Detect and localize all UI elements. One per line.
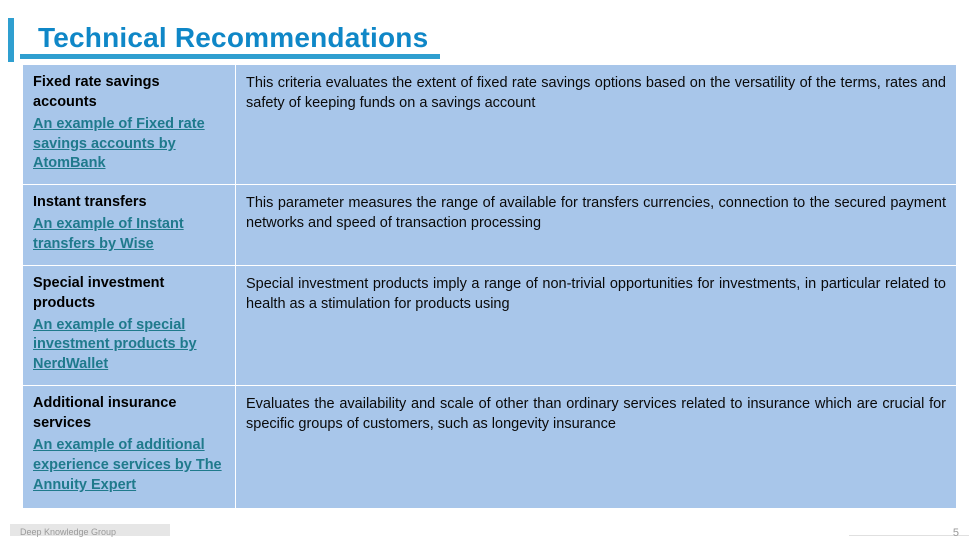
recommendations-table: [22, 64, 957, 509]
description-cell: [236, 265, 957, 385]
description-cell: [236, 386, 957, 509]
criterion-label: Special investment products: [33, 274, 165, 311]
footer-text: Deep Knowledge Group: [20, 527, 117, 537]
criterion-example-link[interactable]: An example of special investment products by NerdWallet: [33, 316, 197, 373]
criterion-label: Fixed rate savings accounts: [33, 74, 160, 110]
criterion-example-link[interactable]: An example of Fixed rate savings accounts by AtomBank: [33, 115, 205, 172]
criterion-example-link[interactable]: An example of additional experience services by The Annuity Expert: [33, 436, 222, 493]
table-row: [23, 65, 957, 185]
description-text: This criteria evaluates the extent of fixed rate savings options based on the versatility of the terms, rates and safety of keeping funds on a savings account: [246, 75, 946, 112]
slide-bottom-edge: [0, 544, 979, 550]
criterion-cell: [23, 65, 236, 185]
table-row: [23, 386, 957, 509]
title-underline: [20, 54, 440, 59]
criterion-cell: [23, 386, 236, 509]
footer-rule: [849, 535, 969, 536]
table-row: [23, 185, 957, 266]
title-accent-bar: [8, 18, 14, 62]
description-cell: [236, 65, 957, 185]
description-cell: [236, 185, 957, 266]
criterion-label: Instant transfers: [33, 194, 147, 211]
criterion-example-link[interactable]: An example of Instant transfers by Wise: [33, 216, 184, 253]
description-text: Evaluates the availability and scale of other than ordinary services related to insurance which are crucial for specific groups of customers, such as longevity insurance: [246, 396, 946, 433]
page-title: Technical Recommendations: [38, 22, 429, 53]
page-number: 5: [952, 527, 959, 539]
criterion-cell: [23, 185, 236, 266]
description-text: Special investment products imply a range of non-trivial opportunities for investments, in particular related to health as a stimulation for products using: [246, 275, 946, 313]
criterion-label: Additional insurance services: [33, 395, 177, 432]
table-row: [23, 265, 957, 385]
description-text: This parameter measures the range of available for transfers currencies, connection to the secured payment networks and speed of transaction processing: [246, 195, 946, 232]
criterion-cell: [23, 265, 236, 385]
